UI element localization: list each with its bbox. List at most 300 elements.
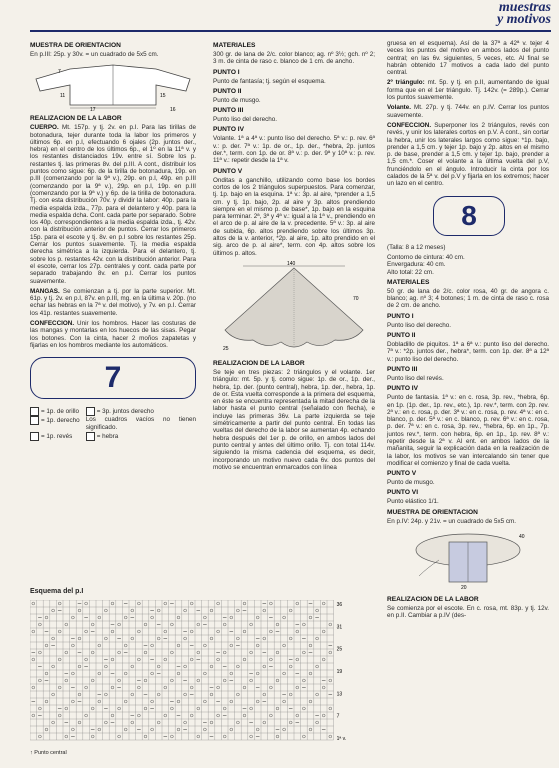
stitch-mark — [263, 665, 266, 668]
stitch-mark — [98, 616, 101, 619]
stitch-mark — [32, 714, 35, 717]
p5-heading: PUNTO V — [213, 167, 243, 175]
column-3 — [387, 40, 549, 623]
stitch-mark — [322, 630, 325, 633]
stitch-mark — [177, 644, 180, 647]
stitch-mark — [151, 644, 154, 647]
stitch-mark — [184, 693, 187, 696]
brand-line2: y motivos — [496, 12, 551, 27]
stitch-mark — [171, 735, 174, 738]
stitch-mark — [98, 672, 101, 675]
stitch-mark — [223, 707, 226, 710]
stitch-mark — [39, 679, 42, 682]
stitch-mark — [283, 616, 286, 619]
stitch-mark — [111, 686, 114, 689]
stitch-mark — [78, 721, 81, 724]
stitch-mark — [197, 735, 200, 738]
work-text-2: Se teje en tres piezas: 2 triángulos y el volante. 1er triángulo: mt. 5p. y tj. como sigue: 1p. de or., 1p. der., hebra, 1p. der. (punto central), hebra, 1p. der., hebra, 1p. de or. Esta vuelta corresponde a la primera del esquema, en éste se encuentra representada la mitad derecha de la labor hasta el punto central (señalado con flecha), e incluye las primeras 36v. La parte izquierda se teje simétricamente a partir del punto central. En todas las vueltas del derecho de la labor se aumentan 4p. echando hebra después del 1er p. de orillo, en ambos lados del punto central y antes del último orillo. Tj. con total 114v. siguiendo la misma cadencia del esquema, es decir, incorporando un motivo nuevo cada 6v. dos puntos del motivo se encuentran enmarcados con línea — [213, 368, 375, 471]
stitch-mark — [131, 637, 134, 640]
stitch-mark — [144, 679, 147, 682]
stitch-mark — [39, 707, 42, 710]
stitch-mark — [296, 714, 299, 717]
knit-symbol-icon — [30, 416, 39, 425]
stitch-mark — [256, 700, 259, 703]
stitch-mark — [52, 721, 55, 724]
legend-orillo: = 1p. de orillo — [30, 407, 80, 416]
stitch-mark — [138, 630, 141, 633]
p1-heading: PUNTO I — [213, 68, 240, 76]
stitch-mark — [111, 630, 114, 633]
stitch-mark — [131, 665, 134, 668]
stitch-mark — [276, 623, 279, 626]
stitch-mark — [329, 651, 332, 654]
legend-derecho: = 1p. derecho — [30, 416, 80, 432]
stitch-mark — [217, 686, 220, 689]
stitch-mark — [85, 658, 88, 661]
dim-17: 17 — [90, 107, 96, 112]
stitch-mark — [184, 665, 187, 668]
stitch-mark — [270, 630, 273, 633]
stitch-mark — [118, 651, 121, 654]
stitch-mark — [197, 651, 200, 654]
stitch-mark — [111, 602, 114, 605]
continued-text: gruesa en el esquema). Así de la 37ª a 42ª v. tejer 4 veces los puntos del motivo en ambos lados del punto central; en las 6v. siguientes, 5 veces, etc. Al final se habrán obtenido 17 motivos a cada lado del punto central. — [387, 40, 549, 77]
stitch-mark — [111, 714, 114, 717]
stitch-mark — [39, 735, 42, 738]
stitch-mark — [118, 735, 121, 738]
stitch-mark — [263, 693, 266, 696]
stitch-mark — [65, 651, 68, 654]
dim-40: 40 — [519, 534, 525, 541]
p6-text-3: Punto elástico 1/1. — [387, 498, 439, 506]
stitch-mark — [270, 658, 273, 661]
stitch-mark — [250, 679, 253, 682]
column-1 — [30, 40, 196, 446]
column-2 — [213, 40, 375, 474]
stitch-mark — [190, 658, 193, 661]
stitch-mark — [124, 672, 127, 675]
stitch-mark — [243, 630, 246, 633]
stitch-mark — [204, 728, 207, 731]
stitch-mark — [164, 686, 167, 689]
stitch-mark — [270, 602, 273, 605]
stitch-mark — [289, 609, 292, 612]
stitch-mark — [131, 609, 134, 612]
stitch-mark — [237, 721, 240, 724]
stitch-mark — [309, 672, 312, 675]
stitch-mark — [250, 623, 253, 626]
stitch-mark — [85, 714, 88, 717]
volante-paragraph: Volante. Mt. 27p. y tj. 744v. en p.IV. Cerrar los puntos suavemente. — [387, 104, 549, 119]
jacket-diagram — [387, 528, 549, 592]
stitch-mark — [263, 721, 266, 724]
stitch-mark — [230, 616, 233, 619]
stitch-mark — [316, 609, 319, 612]
stitch-mark — [322, 602, 325, 605]
dim-11: 11 — [60, 93, 66, 100]
stitch-mark — [138, 714, 141, 717]
stitch-mark — [243, 658, 246, 661]
stitch-mark — [65, 707, 68, 710]
stitch-mark — [303, 679, 306, 682]
stitch-mark — [151, 616, 154, 619]
p5-text-3: Punto de musgo. — [387, 479, 435, 487]
stitch-mark — [303, 707, 306, 710]
stitch-mark — [237, 665, 240, 668]
stitch-mark — [263, 637, 266, 640]
stitch-mark — [177, 700, 180, 703]
stitch-mark — [217, 630, 220, 633]
sleeves-paragraph — [30, 288, 196, 317]
stitch-mark — [243, 686, 246, 689]
legend-reves: = 1p. revés — [30, 432, 80, 441]
stitch-mark — [164, 714, 167, 717]
brand-line1: muestras — [498, 0, 551, 15]
stitch-mark — [58, 602, 61, 605]
dim-16: 16 — [170, 107, 176, 112]
stitch-mark — [210, 693, 213, 696]
chart-row-label: 25 — [336, 646, 343, 653]
materials-text: 300 gr. de lana de 2/c. color blanco; ag. nº 3½; gch. nº 2; 3 m. de cinta de raso c. blanco de 1 cm. de ancho. — [213, 51, 375, 66]
stitch-mark — [322, 658, 325, 661]
stitch-mark — [177, 616, 180, 619]
sleeves-label: MANGAS. — [30, 287, 60, 295]
stitch-mark — [256, 728, 259, 731]
stitch-mark — [118, 679, 121, 682]
stitch-mark — [157, 665, 160, 668]
p3-text-3: Punto liso del revés. — [387, 374, 444, 382]
stitch-mark — [72, 616, 75, 619]
blanket-diagram — [213, 260, 375, 356]
chart-row-label: 13 — [336, 691, 343, 698]
stitch-mark — [144, 707, 147, 710]
confection-label: CONFECCION. — [30, 320, 75, 328]
stitch-mark — [39, 651, 42, 654]
size-text: (Talla: 8 a 12 meses) — [387, 243, 446, 251]
sleeves-text: Se comienzan a tj. por la parte superior. Mt. 61p. y tj. 2v. en p.I, 87v. en p.III, mg. en la última v. 20p. (no echar las hebras en la 7ª v. del motivo), y 7v. en p.I. Cerrar los 41p. restantes suavemente. — [30, 287, 196, 317]
stitch-mark — [91, 735, 94, 738]
stitch-mark — [65, 735, 68, 738]
stitch-mark — [32, 602, 35, 605]
p4-heading: PUNTO IV — [213, 126, 245, 134]
stitch-mark — [32, 686, 35, 689]
dim-70: 70 — [353, 295, 359, 302]
stitch-mark — [58, 658, 61, 661]
stitch-mark — [98, 644, 101, 647]
stitch-mark — [303, 735, 306, 738]
stitch-mark — [329, 623, 332, 626]
stitch-mark — [85, 630, 88, 633]
stitch-mark — [105, 637, 108, 640]
stitch-mark — [276, 651, 279, 654]
stitch-mark — [309, 644, 312, 647]
stitch-mark — [296, 686, 299, 689]
orientation-heading-3: MUESTRA DE ORIENTACION — [387, 508, 478, 516]
stitch-mark — [223, 679, 226, 682]
stitch-mark — [105, 693, 108, 696]
stitch-mark — [144, 735, 147, 738]
work-heading-2: REALIZACION DE LA LABOR — [213, 359, 305, 367]
stitch-mark — [78, 693, 81, 696]
stitch-mark — [52, 693, 55, 696]
stitch-mark — [144, 651, 147, 654]
stitch-mark — [138, 602, 141, 605]
stitch-mark — [184, 721, 187, 724]
stitch-mark — [296, 658, 299, 661]
stitch-mark — [52, 637, 55, 640]
orillo-symbol-icon — [30, 407, 39, 416]
stitch-mark — [204, 616, 207, 619]
materials-text-3: 50 gr. de lana de 2/c. color rosa, 40 gr. de angora c. blanco; ag. nº 3; 4 botones; 1 m. de cinta de raso c. rosa de 2 cm. de ancho. — [387, 287, 549, 310]
stitch-mark — [65, 623, 68, 626]
stitch-mark — [263, 609, 266, 612]
stitch-mark — [72, 728, 75, 731]
work-heading: REALIZACION DE LA LABOR — [30, 115, 122, 123]
stitch-mark — [171, 623, 174, 626]
stitch-mark — [230, 672, 233, 675]
stitch-mark — [223, 623, 226, 626]
chart-row-label: 7 — [336, 713, 340, 720]
stitch-mark — [72, 672, 75, 675]
confection-text: Unir los hombros. Hacer las costuras de las mangas y montarlas en los huecos de las sisas. Pegar los botones. Con la cinta, hacer 2 moños zapatetas y fijarlas en los hombros mediante los automáticos. — [30, 320, 196, 349]
stitch-mark — [105, 609, 108, 612]
p2-text: Punto de musgo. — [213, 96, 261, 104]
header-rule — [30, 30, 551, 32]
triangle2-paragraph: 2º triángulo: mt. 5p. y tj. en p.II, aumentando de igual forma que en el 1er triángulo. Tj. 142v. (= 289p.). Cerrar los puntos suavemente. — [387, 79, 549, 102]
stitch-mark — [283, 672, 286, 675]
pattern-number-8: 8 — [433, 196, 505, 236]
stitch-mark — [98, 700, 101, 703]
stitch-mark — [157, 693, 160, 696]
size-line-2: Envergadura: 40 cm. — [387, 261, 446, 269]
dim-15: 15 — [160, 93, 166, 100]
stitch-mark — [164, 658, 167, 661]
stitch-mark — [124, 616, 127, 619]
stitch-mark — [223, 735, 226, 738]
stitch-mark — [105, 665, 108, 668]
stitch-mark — [276, 735, 279, 738]
stitch-mark — [190, 686, 193, 689]
stitch-mark — [118, 623, 121, 626]
stitch-mark — [270, 714, 273, 717]
orientation-text: En p.III: 25p. y 30v. = un cuadrado de 5x5 cm. — [30, 51, 159, 58]
stitch-mark — [118, 707, 121, 710]
stitch-mark — [177, 728, 180, 731]
stitch-mark — [316, 665, 319, 668]
legend-note: Los cuadros vacíos no tienen significado. — [85, 416, 196, 432]
legend — [30, 407, 196, 441]
stitch-mark — [250, 651, 253, 654]
stitch-mark — [124, 644, 127, 647]
p4-text: Volante. 1ª a 4ª v.: punto liso del derecho. 5ª v.: p. rev. 6ª v.: p. der. 7ª v.: 1p. de or., 1p. der., *hebra, 2p. juntos der.*, term. con 1p. de or. 8ª v.: p. der. 9ª y 10ª v.: p. rev. 11ª v.: repetir desde la 1ª v. — [213, 135, 375, 165]
stitch-mark — [91, 623, 94, 626]
chart-row-label: 1ª v. — [336, 736, 347, 742]
pattern-number-7: 7 — [30, 357, 196, 399]
stitch-mark — [210, 665, 213, 668]
stitch-mark — [217, 714, 220, 717]
stitch-mark — [210, 609, 213, 612]
stitch-mark — [217, 658, 220, 661]
body-label: CUERPO. — [30, 124, 59, 132]
stitch-mark — [85, 602, 88, 605]
stitch-mark — [204, 672, 207, 675]
orientation-heading: MUESTRA DE ORIENTACION — [30, 42, 121, 49]
stitch-mark — [270, 686, 273, 689]
triple-decrease-icon — [86, 407, 95, 416]
stitch-mark — [256, 644, 259, 647]
stitch-mark — [296, 630, 299, 633]
stitch-mark — [230, 700, 233, 703]
stitch-mark — [289, 693, 292, 696]
chart-row-label: 36 — [336, 602, 343, 608]
p1-heading-3: PUNTO I — [387, 312, 414, 320]
stitch-mark — [58, 630, 61, 633]
materials-heading: MATERIALES — [213, 42, 256, 49]
stitch-mark — [151, 672, 154, 675]
stitch-mark — [303, 623, 306, 626]
stitch-mark — [210, 637, 213, 640]
stitch-mark — [329, 707, 332, 710]
stitch-mark — [230, 728, 233, 731]
stitch-mark — [144, 623, 147, 626]
stitch-mark — [197, 679, 200, 682]
stitch-mark — [45, 616, 48, 619]
yarn-over-icon — [86, 432, 95, 441]
stitch-mark — [151, 700, 154, 703]
stitch-mark — [138, 686, 141, 689]
stitch-mark — [131, 693, 134, 696]
stitch-mark — [138, 658, 141, 661]
stitch-mark — [309, 700, 312, 703]
stitch-mark — [316, 693, 319, 696]
brand-logo — [497, 2, 551, 26]
stitch-mark — [184, 637, 187, 640]
stitch-mark — [316, 637, 319, 640]
stitch-mark — [204, 700, 207, 703]
stitch-mark — [91, 651, 94, 654]
size-line-3: Alto total: 22 cm. — [387, 268, 434, 276]
stitch-mark — [316, 721, 319, 724]
stitch-mark — [309, 728, 312, 731]
stitch-mark — [289, 665, 292, 668]
stitch-mark — [204, 644, 207, 647]
stitch-mark — [164, 630, 167, 633]
stitch-mark — [45, 700, 48, 703]
stitch-mark — [78, 637, 81, 640]
stitch-mark — [105, 721, 108, 724]
stitch-mark — [65, 679, 68, 682]
stitch-mark — [329, 735, 332, 738]
p3-heading-3: PUNTO III — [387, 365, 418, 373]
p3-text: Punto liso del derecho. — [213, 116, 278, 124]
chart-title: Esquema del p.I — [30, 588, 84, 595]
stitch-mark — [303, 651, 306, 654]
stitch-mark — [171, 707, 174, 710]
stitch-mark — [78, 665, 81, 668]
stitch-mark — [250, 707, 253, 710]
confection-paragraph — [30, 320, 196, 349]
stitch-mark — [58, 714, 61, 717]
chart-row-label: 19 — [336, 669, 343, 675]
chart-footnote: ↑ Punto central — [30, 750, 67, 756]
stitch-mark — [45, 644, 48, 647]
stitch-mark — [217, 602, 220, 605]
size-line-1: Contorno de cintura: 40 cm. — [387, 253, 465, 261]
work-text-3: Se comienza por el escote. En c. rosa, mt. 83p. y tj. 12v. en p.II. Cambiar a p.IV (des- — [387, 605, 549, 620]
orientation-text-3: En p.IV: 24p. y 21v. = un cuadrado de 5x5 cm. — [387, 517, 516, 525]
dim-140: 140 — [287, 260, 296, 267]
cardigan-diagram — [30, 61, 196, 111]
stitch-mark — [309, 616, 312, 619]
stitch-mark — [283, 644, 286, 647]
stitch-mark — [197, 623, 200, 626]
stitch-mark — [190, 602, 193, 605]
stitch-mark — [296, 602, 299, 605]
stitch-mark — [250, 735, 253, 738]
stitch-mark — [256, 672, 259, 675]
stitch-mark — [283, 700, 286, 703]
stitch-mark — [289, 721, 292, 724]
stitch-mark — [164, 602, 167, 605]
p3-heading: PUNTO III — [213, 107, 244, 115]
jacket-svg — [387, 528, 549, 592]
stitch-mark — [91, 679, 94, 682]
stitch-mark — [111, 658, 114, 661]
stitch-mark — [322, 686, 325, 689]
stitch-mark — [157, 609, 160, 612]
stitch-mark — [289, 637, 292, 640]
stitch-mark — [45, 672, 48, 675]
stitch-mark — [276, 679, 279, 682]
stitch-mark — [157, 637, 160, 640]
stitch-mark — [237, 609, 240, 612]
stitch-mark — [276, 707, 279, 710]
stitch-mark — [157, 721, 160, 724]
stitch-mark — [45, 728, 48, 731]
body-paragraph — [30, 124, 196, 285]
stitch-mark — [237, 637, 240, 640]
stitch-mark — [72, 700, 75, 703]
stitch-mark — [190, 630, 193, 633]
p1-text: Punto de fantasía; tj. según el esquema. — [213, 77, 326, 85]
p4-heading-3: PUNTO IV — [387, 385, 419, 393]
stitch-mark — [210, 721, 213, 724]
stitch-mark — [283, 728, 286, 731]
p5-text: Onditas a ganchillo, utilizando como base los bordes cortos de los 2 triángulos superpuestos. Para comenzar, tj. 1p. bajo en la esquina. 1ª v.: 3p. al aire, *prender a 1,5 cm. y tj. 1p. bajo, 2p. al aire y 3p. altos prendiendo siempre en el mismo p. de base*, 1p. bajo en la esquina para terminar. 2ª, 3ª y 4ª v.: igual a la 1ª v., prendiendo en el arco de p. al aire de la v. precedente. 5ª v.: 3p. al aire de subida, 6p. altos prendiendo sobre los últimos 3p. altos de la v. anterior, *2p. al aire, 1p. alto prendido en el sig. arco de p. al aire*, term. con 4p. altos sobre los últimos p. altos. — [213, 176, 375, 257]
p1-text-3: Punto liso del derecho. — [387, 321, 452, 329]
stitch-mark — [39, 623, 42, 626]
chart-row-label: 31 — [336, 624, 343, 631]
stitch-mark — [91, 707, 94, 710]
stitch-mark — [58, 686, 61, 689]
stitch-mark — [322, 714, 325, 717]
purl-symbol-icon — [30, 432, 39, 441]
stitch-chart — [30, 588, 360, 760]
work-heading-3: REALIZACION DE LA LABOR — [387, 596, 479, 604]
stitch-mark — [78, 609, 81, 612]
cardigan-svg — [30, 61, 196, 111]
stitch-mark — [184, 609, 187, 612]
stitch-mark — [171, 679, 174, 682]
chart-grid-lines — [30, 600, 334, 740]
stitch-mark — [171, 651, 174, 654]
p4-text-3: Punto de fantasía. 1ª v.: en c. rosa, 3p. rev., *hebra, 6p. en 1p. (1p. der., 1p. rev., etc.), 1p. rev.*, term. con 2p. rev. 2ª v.: en c. rosa, p. der. 3ª v.: en c. rosa, p. rev. 4ª v.: en c. blanco, p. der. 5ª v.: en c. blanco, p. rev. 6ª v.: en c. rosa, p. der. 7ª v.: en c. rosa, 3p. rev., *hebra, 6p. en 1p., 7p. juntos rev.*, term. con hebra, 6p. en 1p., 1p. rev. 8ª v.: repetir desde la 2ª v. Al ent. en ambos lados de la mañanita, seguir la explicación dada en la realización de la labor, los motivos se van intercalando sin tener que modificar el comienzo y final de cada vuelta. — [387, 394, 549, 467]
stitch-mark — [243, 602, 246, 605]
stitch-mark — [237, 693, 240, 696]
chart-grid-svg — [30, 600, 360, 750]
p2-text-3: Dobladillo de piquitos. 1ª a 6ª v.: punto liso del derecho. 7ª v.: *2p. juntos der., hebra*, term. con 1p. der. 8ª a 12ª v.: punto liso del derecho. — [387, 341, 549, 363]
p2-heading: PUNTO II — [213, 87, 242, 95]
